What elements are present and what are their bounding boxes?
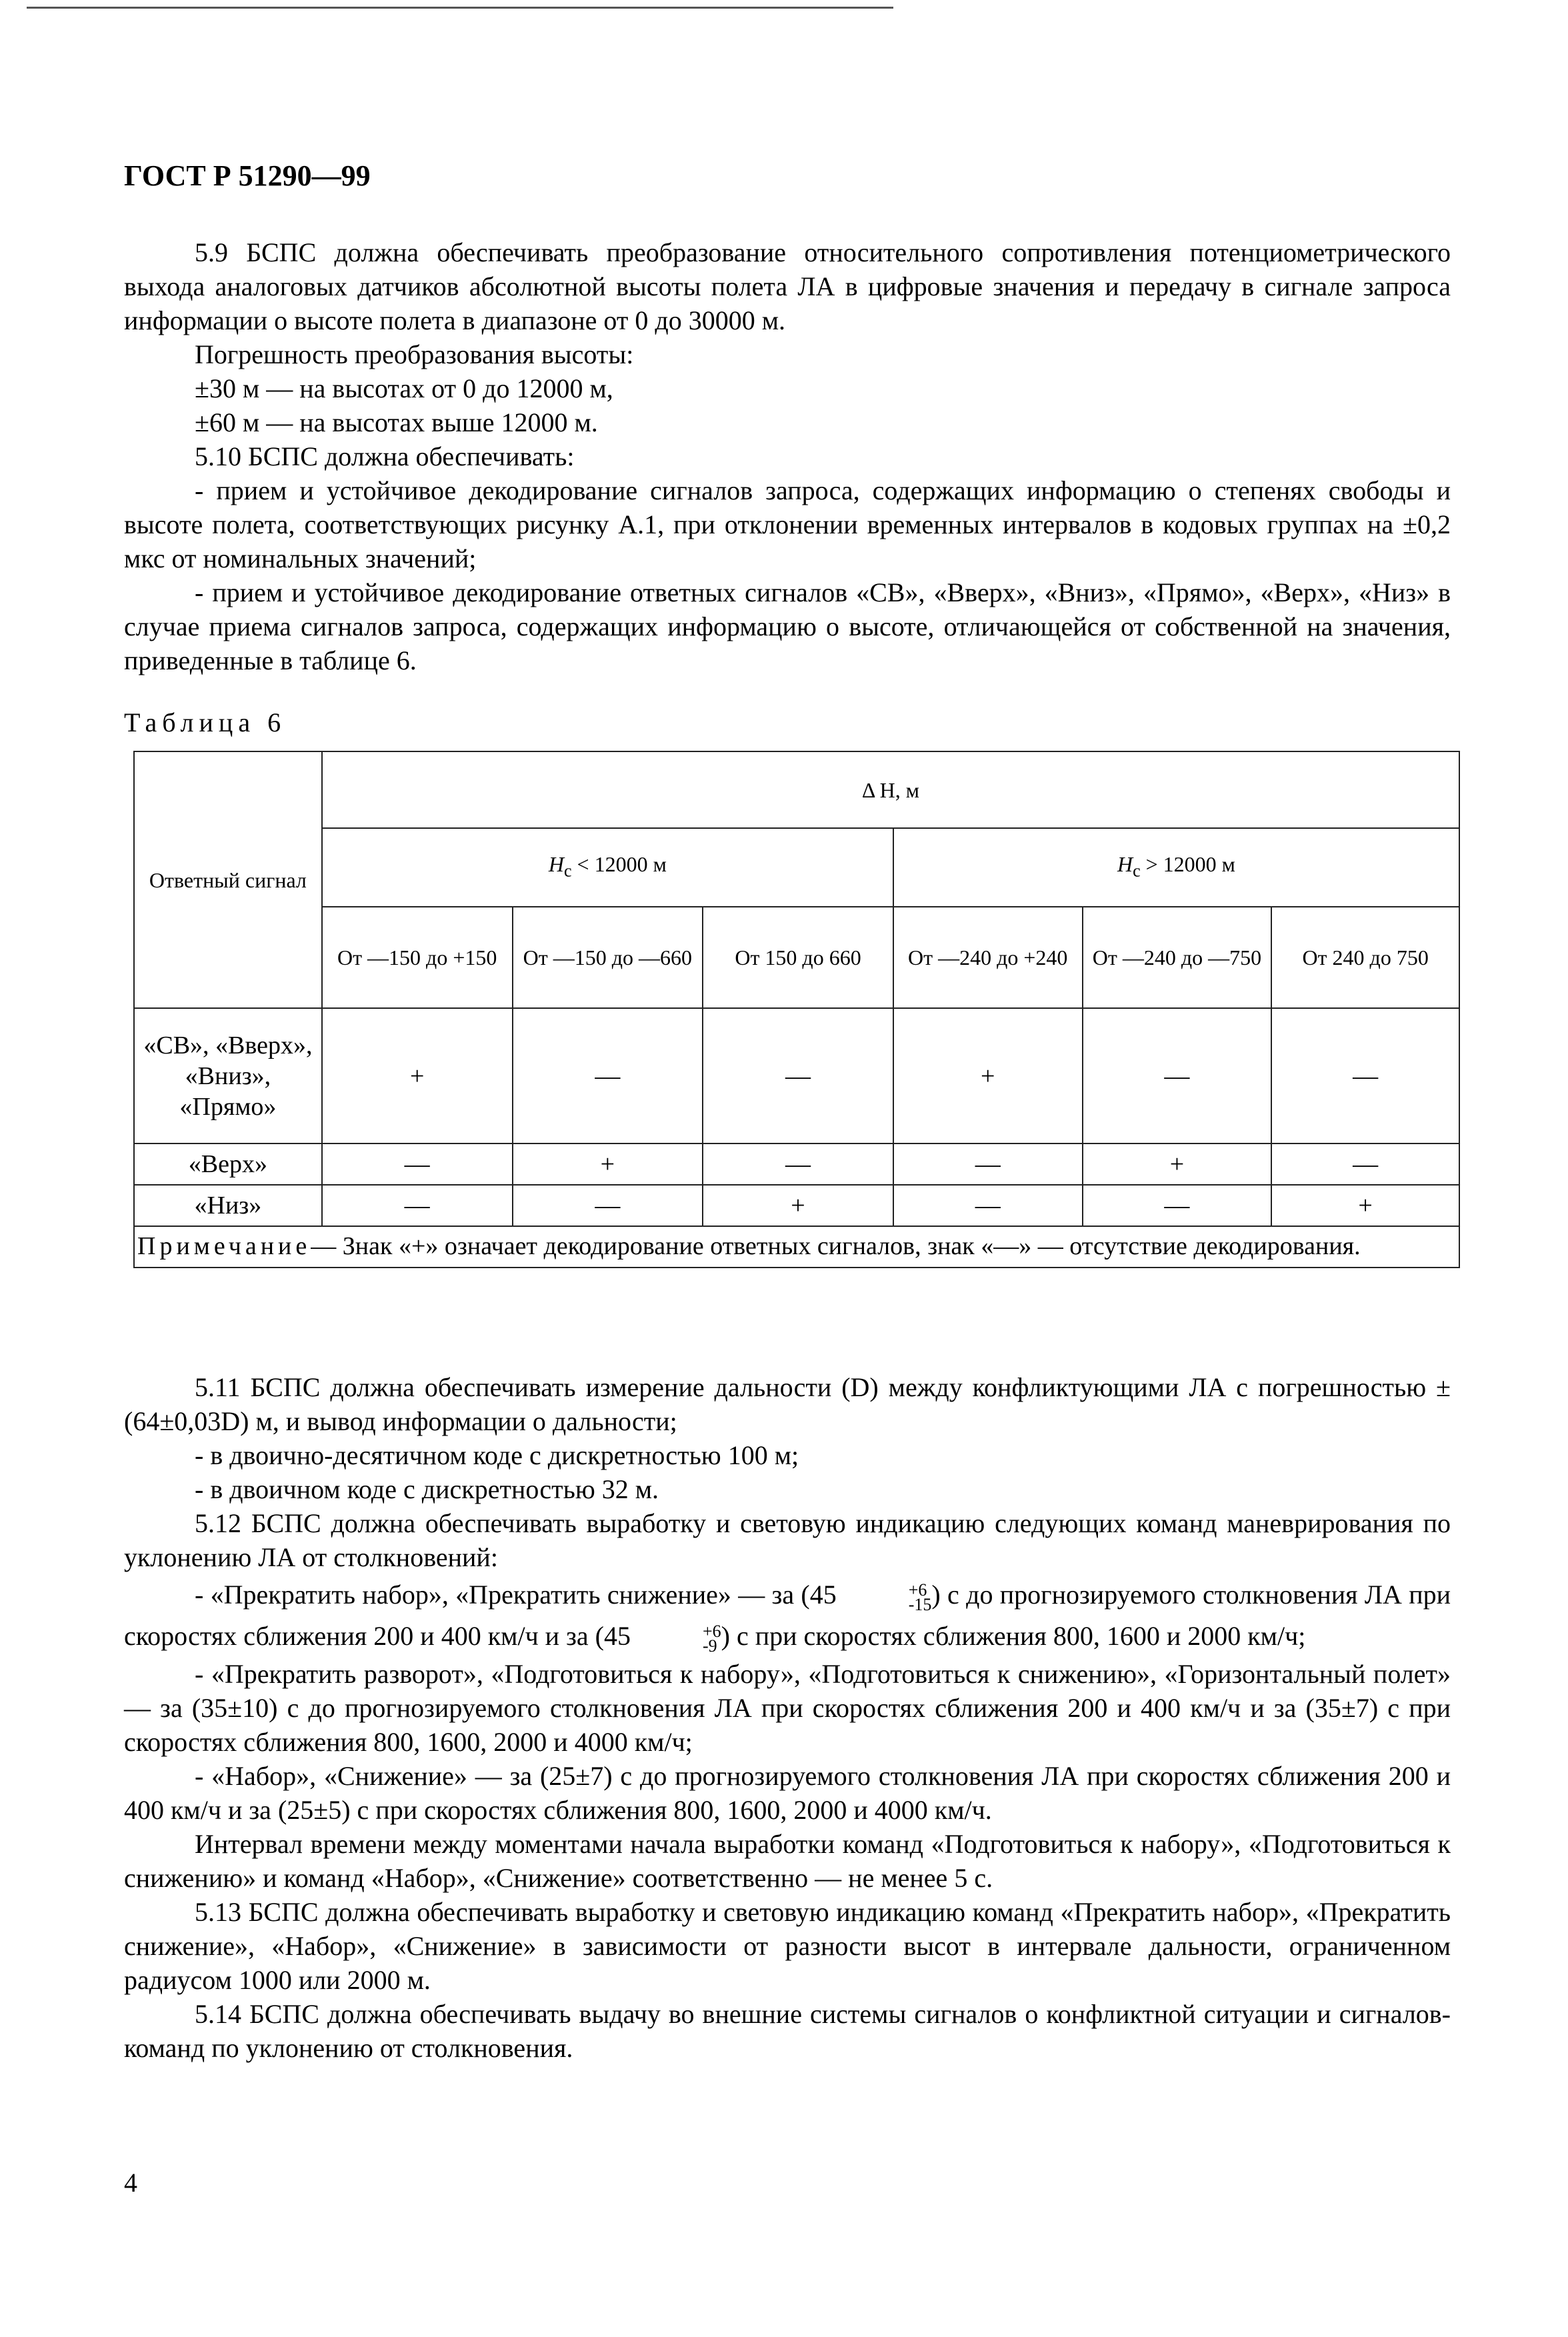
tolerance-2-lower: -9	[702, 1636, 717, 1656]
cmd1-part-b: ) с до прогнозируемого столкновения ЛА при скоростях сближения 200 и 400 км/ч и за (45	[124, 1580, 1451, 1651]
section-5-12-p1: 5.12 БСПС должна обеспечивать выработку и световую индикацию следующих команд маневрирования по уклонению ЛА от столкновений:	[124, 1508, 1451, 1572]
section-5-12-cmd2: - «Прекратить разворот», «Подготовиться к набору», «Подготовиться к снижению», «Горизонтальный полет» — за (35±10) с до прогнозируемого столкновения ЛА при скоростях сближения 200 и 400 км/ч и за (35±7) с при скоростях сближения 800, 1600, 2000 и 4000 км/ч;	[124, 1659, 1451, 1757]
section-5-12-cmd3: - «Набор», «Снижение» — за (25±7) с до прогнозируемого столкновения ЛА при скоростях сближения 200 и 400 км/ч и за (25±5) с при скоростях сближения 800, 1600, 2000 и 4000 км/ч.	[124, 1761, 1451, 1825]
range-header: От —150 до +150	[322, 907, 513, 1008]
tolerance-1-lower: -15	[908, 1594, 932, 1614]
table-cell: —	[1271, 1143, 1459, 1185]
error-line-1: ±30 м — на высотах от 0 до 12000 м,	[195, 373, 613, 403]
tolerance-1	[838, 1580, 932, 1614]
table-cell: +	[893, 1008, 1083, 1143]
document-header: ГОСТ Р 51290—99	[124, 159, 371, 192]
cmd1-part-c: ) с при скоростях сближения 800, 1600 и 2000 км/ч;	[721, 1621, 1306, 1651]
tolerance-2	[632, 1621, 721, 1656]
table-row	[134, 1143, 1459, 1185]
row-label: «Верх»	[134, 1143, 322, 1185]
group-high-rest: > 12000 м	[1140, 851, 1235, 876]
page-number: 4	[124, 2168, 137, 2198]
note-prefix: Примечание	[137, 1232, 311, 1260]
table-cell: +	[513, 1143, 703, 1185]
table-cell: —	[703, 1143, 893, 1185]
table-cell: —	[513, 1008, 703, 1143]
tolerance-2-upper: +6	[702, 1621, 721, 1641]
section-5-11-p1: 5.11 БСПС должна обеспечивать измерение дальности (D) между конфликтующими ЛА с погрешностью ±(64±0,03D) м, и вывод информации о дальности;	[124, 1372, 1451, 1436]
group-low-var: H	[548, 851, 564, 876]
group-header-high	[893, 828, 1459, 907]
row-label: «СВ», «Вверх», «Вниз», «Прямо»	[134, 1008, 322, 1143]
section-5-10-item-1: - прием и устойчивое декодирование сигналов запроса, содержащих информацию о степенях свободы и высоте полета, соответствующих рисунку А.1, при отклонении временных интервалов в кодовых группах на ±0,2 мкс от номинальных значений;	[124, 475, 1451, 573]
table-row	[134, 1185, 1459, 1226]
group-low-rest: < 12000 м	[571, 851, 667, 876]
group-high-var: H	[1117, 851, 1133, 876]
table-row	[134, 1008, 1459, 1143]
row-label: «Низ»	[134, 1185, 322, 1226]
range-header: От 150 до 660	[703, 907, 893, 1008]
table-cell: +	[1271, 1185, 1459, 1226]
range-header: От —240 до +240	[893, 907, 1083, 1008]
range-header: От 240 до 750	[1271, 907, 1459, 1008]
table-cell: —	[893, 1185, 1083, 1226]
error-line-2: ±60 м — на высотах выше 12000 м.	[195, 407, 598, 437]
table-cell: —	[322, 1143, 513, 1185]
section-5-11-p3: - в двоичном коде с дискретностью 32 м.	[195, 1474, 659, 1504]
table-6	[133, 751, 1460, 1268]
table-cell: —	[1271, 1008, 1459, 1143]
group-header-low	[322, 828, 893, 907]
table-cell: +	[1083, 1143, 1272, 1185]
section-5-9-paragraph: 5.9 БСПС должна обеспечивать преобразование относительного сопротивления потенциометрического выхода аналоговых датчиков абсолютной высоты полета ЛА в цифровые значения и передачу в сигнале запроса информации о высоте полета в диапазоне от 0 до 30000 м.	[124, 237, 1451, 335]
table-cell: +	[322, 1008, 513, 1143]
table-cell: —	[893, 1143, 1083, 1185]
table-cell: —	[1083, 1008, 1272, 1143]
section-5-10-title: 5.10 БСПС должна обеспечивать:	[195, 441, 575, 471]
group-low-sub: с	[563, 861, 572, 881]
table-cell: +	[703, 1185, 893, 1226]
corner-header: Ответный сигнал	[134, 751, 322, 1008]
section-5-12-cmd1	[124, 1574, 1451, 1657]
group-high-sub: с	[1133, 861, 1141, 881]
table-note	[134, 1226, 1459, 1268]
note-text: — Знак «+» означает декодирование ответных сигналов, знак «—» — отсутствие декодирования.	[311, 1232, 1361, 1260]
section-5-10-item-2: - прием и устойчивое декодирование ответных сигналов «СВ», «Вверх», «Вниз», «Прямо», «Верх», «Низ» в случае приема сигналов запроса, содержащих информацию о высоте, отличающейся от собственной на значения, приведенные в таблице 6.	[124, 577, 1451, 675]
range-header: От —150 до —660	[513, 907, 703, 1008]
range-header: От —240 до —750	[1083, 907, 1272, 1008]
table-cell: —	[1083, 1185, 1272, 1226]
error-title: Погрешность преобразования высоты:	[195, 339, 634, 369]
delta-h-header: Δ H, м	[322, 751, 1459, 828]
tolerance-1-upper: +6	[908, 1580, 927, 1600]
section-5-11-p2: - в двоично-десятичном коде с дискретностью 100 м;	[195, 1440, 799, 1470]
table-cell: —	[703, 1008, 893, 1143]
section-5-12-interval: Интервал времени между моментами начала выработки команд «Подготовиться к набору», «Подготовиться к снижению» и команд «Набор», «Снижение» соответственно — не менее 5 с.	[124, 1829, 1451, 1893]
cmd1-part-a: - «Прекратить набор», «Прекратить снижение» — за (45	[195, 1580, 837, 1610]
top-rule	[27, 7, 893, 9]
table-cell: —	[513, 1185, 703, 1226]
section-5-14: 5.14 БСПС должна обеспечивать выдачу во внешние системы сигналов о конфликтной ситуации и сигналов-команд по уклонению от столкновения.	[124, 1999, 1451, 2063]
table-caption: Таблица 6	[124, 707, 287, 737]
text-block-bottom	[124, 1370, 1451, 2065]
text-block-top	[124, 235, 1451, 677]
section-5-13: 5.13 БСПС должна обеспечивать выработку и световую индикацию команд «Прекратить набор», «Прекратить снижение», «Набор», «Снижение» в зависимости от разности высот в интервале дальности, ограниченном радиусом 1000 или 2000 м.	[124, 1897, 1451, 1995]
table-cell: —	[322, 1185, 513, 1226]
